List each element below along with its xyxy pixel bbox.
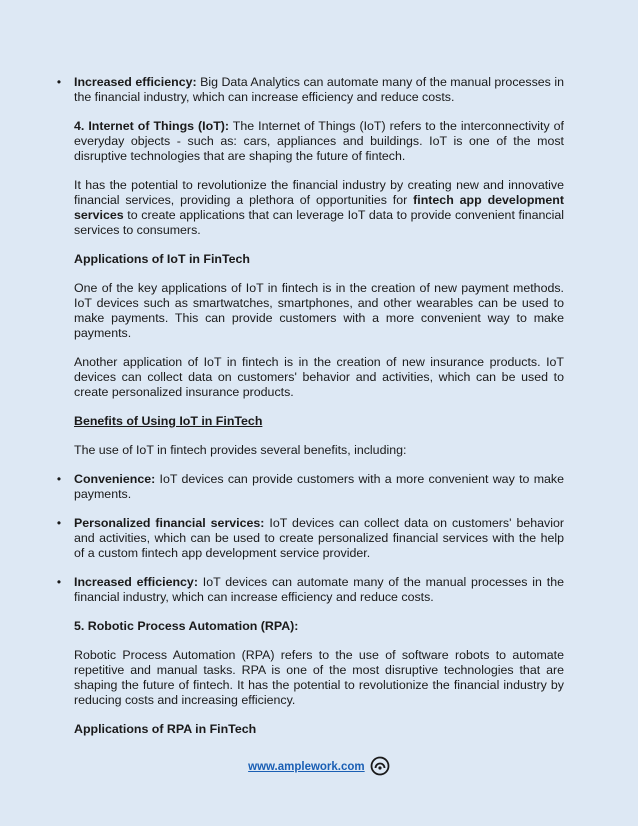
section-iot-intro xyxy=(74,119,564,164)
heading-applications-rpa: Applications of RPA in FinTech xyxy=(74,722,257,736)
bullet-term: Increased efficiency: xyxy=(74,75,197,89)
bullet-increased-efficiency-iot xyxy=(56,575,564,605)
document-body xyxy=(56,75,564,751)
heading-benefits-iot: Benefits of Using IoT in FinTech xyxy=(74,414,263,428)
paragraph-benefits-intro: The use of IoT in fintech provides several benefits, including: xyxy=(74,443,407,457)
bullet-dot: • xyxy=(56,75,62,89)
bullet-dot: • xyxy=(56,472,62,486)
bullet-term: Personalized financial services: xyxy=(74,516,265,530)
section-heading-iot: 4. Internet of Things (IoT): xyxy=(74,119,230,133)
heading-rpa: 5. Robotic Process Automation (RPA): xyxy=(74,619,299,633)
bullet-text: IoT devices can provide customers with a more convenient way to make payments. xyxy=(74,472,564,501)
bullet-term: Convenience: xyxy=(74,472,156,486)
paragraph-iot-insurance: Another application of IoT in fintech is in the creation of new insurance products. IoT devices can collect data on customers' behavior and activities, which can be used to create personalized insurance products. xyxy=(74,355,564,399)
bullet-term: Increased efficiency: xyxy=(74,575,198,589)
amplework-logo-icon xyxy=(370,756,390,779)
paragraph-iot-payments: One of the key applications of IoT in fintech is in the creation of new payment methods. IoT devices such as smartwatches, smartphones, and other wearables can be used to make payments. This can provide customers with a more convenient way to make payments. xyxy=(74,281,564,340)
paragraph-text: It has the potential to revolutionize the financial industry by creating new and innovative financial services, providing a plethora of opportunities for xyxy=(74,178,564,207)
bullet-dot: • xyxy=(56,516,62,530)
paragraph-rpa-definition: Robotic Process Automation (RPA) refers to the use of software robots to automate repetitive and manual tasks. RPA is one of the most disruptive technologies that are shaping the future of fintech. It has the potential to revolutionize the financial industry by reducing costs and increasing efficiency. xyxy=(74,648,564,707)
bold-phrase-fintech-services: fintech app development services xyxy=(74,193,564,222)
bullet-increased-efficiency-bigdata xyxy=(56,75,564,105)
bullet-text: IoT devices can automate many of the manual processes in the financial industry, which can increase efficiency and reduce costs. xyxy=(74,575,564,604)
paragraph-iot-potential xyxy=(74,178,564,238)
heading-applications-iot: Applications of IoT in FinTech xyxy=(74,252,250,266)
page-footer xyxy=(0,756,638,779)
paragraph-text: The Internet of Things (IoT) refers to the interconnectivity of everyday objects - such as: cars, appliances and buildings. IoT is one of the most disruptive technologies that are shaping the future of fintech. xyxy=(74,119,564,163)
bullet-text: IoT devices can collect data on customers' behavior and activities, which can be used to create personalized financial services with the help of a custom fintech app development service provider. xyxy=(74,516,564,560)
bullet-personalized-services xyxy=(56,516,564,561)
footer-website-link[interactable]: www.amplework.com xyxy=(248,761,365,773)
bullet-text: Big Data Analytics can automate many of the manual processes in the financial industry, which can increase efficiency and reduce costs. xyxy=(74,75,564,104)
bullet-dot: • xyxy=(56,575,62,589)
bullet-convenience xyxy=(56,472,564,502)
paragraph-text-after: to create applications that can leverage IoT data to provide convenient financial services to consumers. xyxy=(74,208,564,237)
